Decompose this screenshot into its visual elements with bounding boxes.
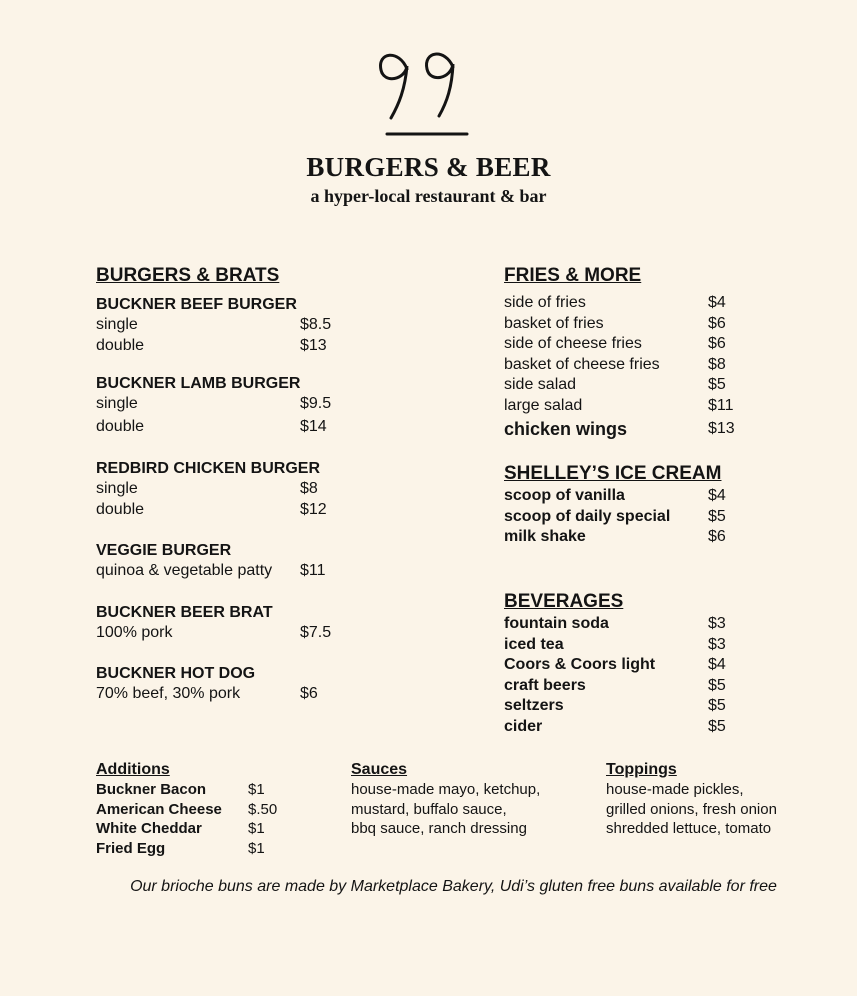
item-price: $1 [248, 839, 265, 857]
item-price: $7.5 [300, 624, 332, 642]
item-label: double [96, 417, 145, 435]
additions-section [96, 760, 316, 858]
item-price: $11 [300, 561, 326, 579]
item-price: $5 [708, 717, 726, 735]
item-label: large salad [504, 396, 583, 414]
item-price: $6 [708, 528, 726, 546]
group-title: BUCKNER BEER BRAT [96, 604, 273, 622]
item-label: double [96, 336, 145, 354]
menu-group-beef-burger [96, 295, 426, 356]
toppings-line: shredded lettuce, tomato [606, 820, 772, 837]
item-price: $4 [708, 294, 726, 311]
menu-group-hot-dog [96, 664, 426, 705]
item-label: cider [504, 717, 543, 735]
item-price: $13 [708, 419, 735, 437]
item-price: $4 [708, 656, 726, 674]
item-label: single [96, 395, 138, 413]
beverages-section [504, 590, 804, 738]
item-label: basket of fries [504, 314, 604, 332]
menu-row [504, 355, 804, 376]
group-title: REDBIRD CHICKEN BURGER [96, 460, 321, 478]
menu-row [504, 655, 804, 676]
menu-row [504, 696, 804, 717]
item-label: side of cheese fries [504, 335, 642, 353]
logo-99-mark [369, 34, 489, 144]
menu-row [504, 314, 804, 335]
item-label: Fried Egg [96, 839, 166, 857]
menu-row [504, 527, 804, 548]
burgers-section [96, 264, 426, 704]
item-price: $8 [708, 355, 726, 373]
item-price: $6 [708, 314, 726, 332]
additions-heading: Additions [96, 761, 170, 778]
item-label: Coors & Coors light [504, 656, 656, 674]
item-label: American Cheese [96, 800, 222, 818]
footer-note: Our brioche buns are made by Marketplace Bakery, Udi’s gluten free buns available for free [130, 878, 777, 895]
group-title: BUCKNER HOT DOG [96, 664, 256, 682]
item-label: White Cheddar [96, 820, 202, 837]
section-heading-fries: FRIES & MORE [504, 265, 642, 286]
item-price: $8.5 [300, 316, 332, 333]
menu-group-veggie-burger [96, 541, 426, 582]
item-price: $1 [248, 781, 265, 798]
addition-row [96, 819, 316, 839]
item-label: chicken wings [504, 418, 628, 439]
item-price: $12 [300, 500, 327, 518]
toppings-line: grilled onions, fresh onion [606, 800, 777, 818]
item-label: milk shake [504, 528, 586, 546]
item-price: $14 [300, 417, 327, 435]
group-title: BUCKNER BEEF BURGER [96, 296, 297, 313]
item-price: $5 [708, 376, 726, 394]
item-label: seltzers [504, 697, 564, 715]
addition-row [96, 800, 316, 820]
item-label: single [96, 316, 138, 333]
item-price: $5 [708, 507, 726, 525]
group-title: BUCKNER LAMB BURGER [96, 375, 301, 393]
item-price: $6 [300, 684, 318, 702]
sauces-heading: Sauces [351, 761, 408, 778]
menu-row [504, 635, 804, 656]
sauces-line: mustard, buffalo sauce, [351, 800, 507, 818]
item-price: $3 [708, 615, 726, 632]
item-label: basket of cheese fries [504, 355, 660, 373]
item-price: $8 [300, 480, 318, 498]
item-label: 100% pork [96, 624, 173, 642]
sauces-line: house-made mayo, ketchup, [351, 781, 541, 798]
item-label: scoop of vanilla [504, 487, 625, 504]
menu-row [504, 486, 804, 507]
item-label: side of fries [504, 294, 586, 311]
item-price: $3 [708, 635, 726, 653]
menu-row [504, 676, 804, 697]
item-label: iced tea [504, 635, 564, 653]
section-heading-ice-cream: SHELLEY’S ICE CREAM [504, 463, 722, 484]
menu-row [96, 336, 426, 357]
menu-row [504, 334, 804, 355]
item-price: $11 [708, 396, 734, 414]
item-price: $13 [300, 336, 327, 354]
menu-row [504, 375, 804, 396]
item-price: $9.5 [300, 395, 332, 413]
section-heading-beverages: BEVERAGES [504, 591, 624, 612]
sauces-line: bbq sauce, ranch dressing [351, 820, 527, 837]
menu-row [96, 479, 426, 500]
menu-row [504, 396, 804, 417]
menu-row [96, 394, 426, 415]
brand-title: BURGERS & BEER [306, 152, 551, 182]
menu-row [504, 417, 804, 441]
menu-row [96, 684, 426, 705]
fries-section [504, 264, 804, 441]
menu-row [504, 614, 804, 635]
menu-row [504, 717, 804, 738]
menu-row [96, 623, 426, 644]
group-title: VEGGIE BURGER [96, 541, 232, 559]
menu-row [96, 315, 426, 336]
item-label: quinoa & vegetable patty [96, 561, 273, 579]
item-label: side salad [504, 376, 577, 394]
menu-row [96, 561, 426, 582]
item-label: scoop of daily special [504, 507, 671, 525]
item-price: $5 [708, 697, 726, 715]
menu-group-lamb-burger [96, 374, 426, 437]
sauces-section [351, 760, 591, 839]
logo [0, 34, 857, 144]
item-price: $.50 [248, 800, 278, 818]
addition-row [96, 780, 316, 800]
ice-cream-section [504, 462, 804, 548]
item-price: $6 [708, 335, 726, 353]
menu-row [504, 293, 804, 314]
item-label: single [96, 480, 138, 498]
item-price: $4 [708, 487, 726, 504]
menu-row [96, 417, 426, 438]
section-heading-burgers: BURGERS & BRATS [96, 265, 280, 286]
item-price: $5 [708, 676, 726, 694]
toppings-section [606, 760, 846, 839]
toppings-heading: Toppings [606, 761, 677, 778]
toppings-line: house-made pickles, [606, 781, 744, 798]
item-label: craft beers [504, 676, 586, 694]
menu-group-chicken-burger [96, 459, 426, 520]
menu-row [504, 507, 804, 528]
item-price: $1 [248, 820, 265, 837]
brand-subtitle: a hyper-local restaurant & bar [310, 186, 547, 206]
addition-row [96, 839, 316, 859]
item-label: Buckner Bacon [96, 781, 207, 798]
item-label: fountain soda [504, 615, 609, 632]
menu-row [96, 500, 426, 521]
item-label: 70% beef, 30% pork [96, 684, 241, 702]
item-label: double [96, 500, 145, 518]
menu-group-beer-brat [96, 603, 426, 644]
